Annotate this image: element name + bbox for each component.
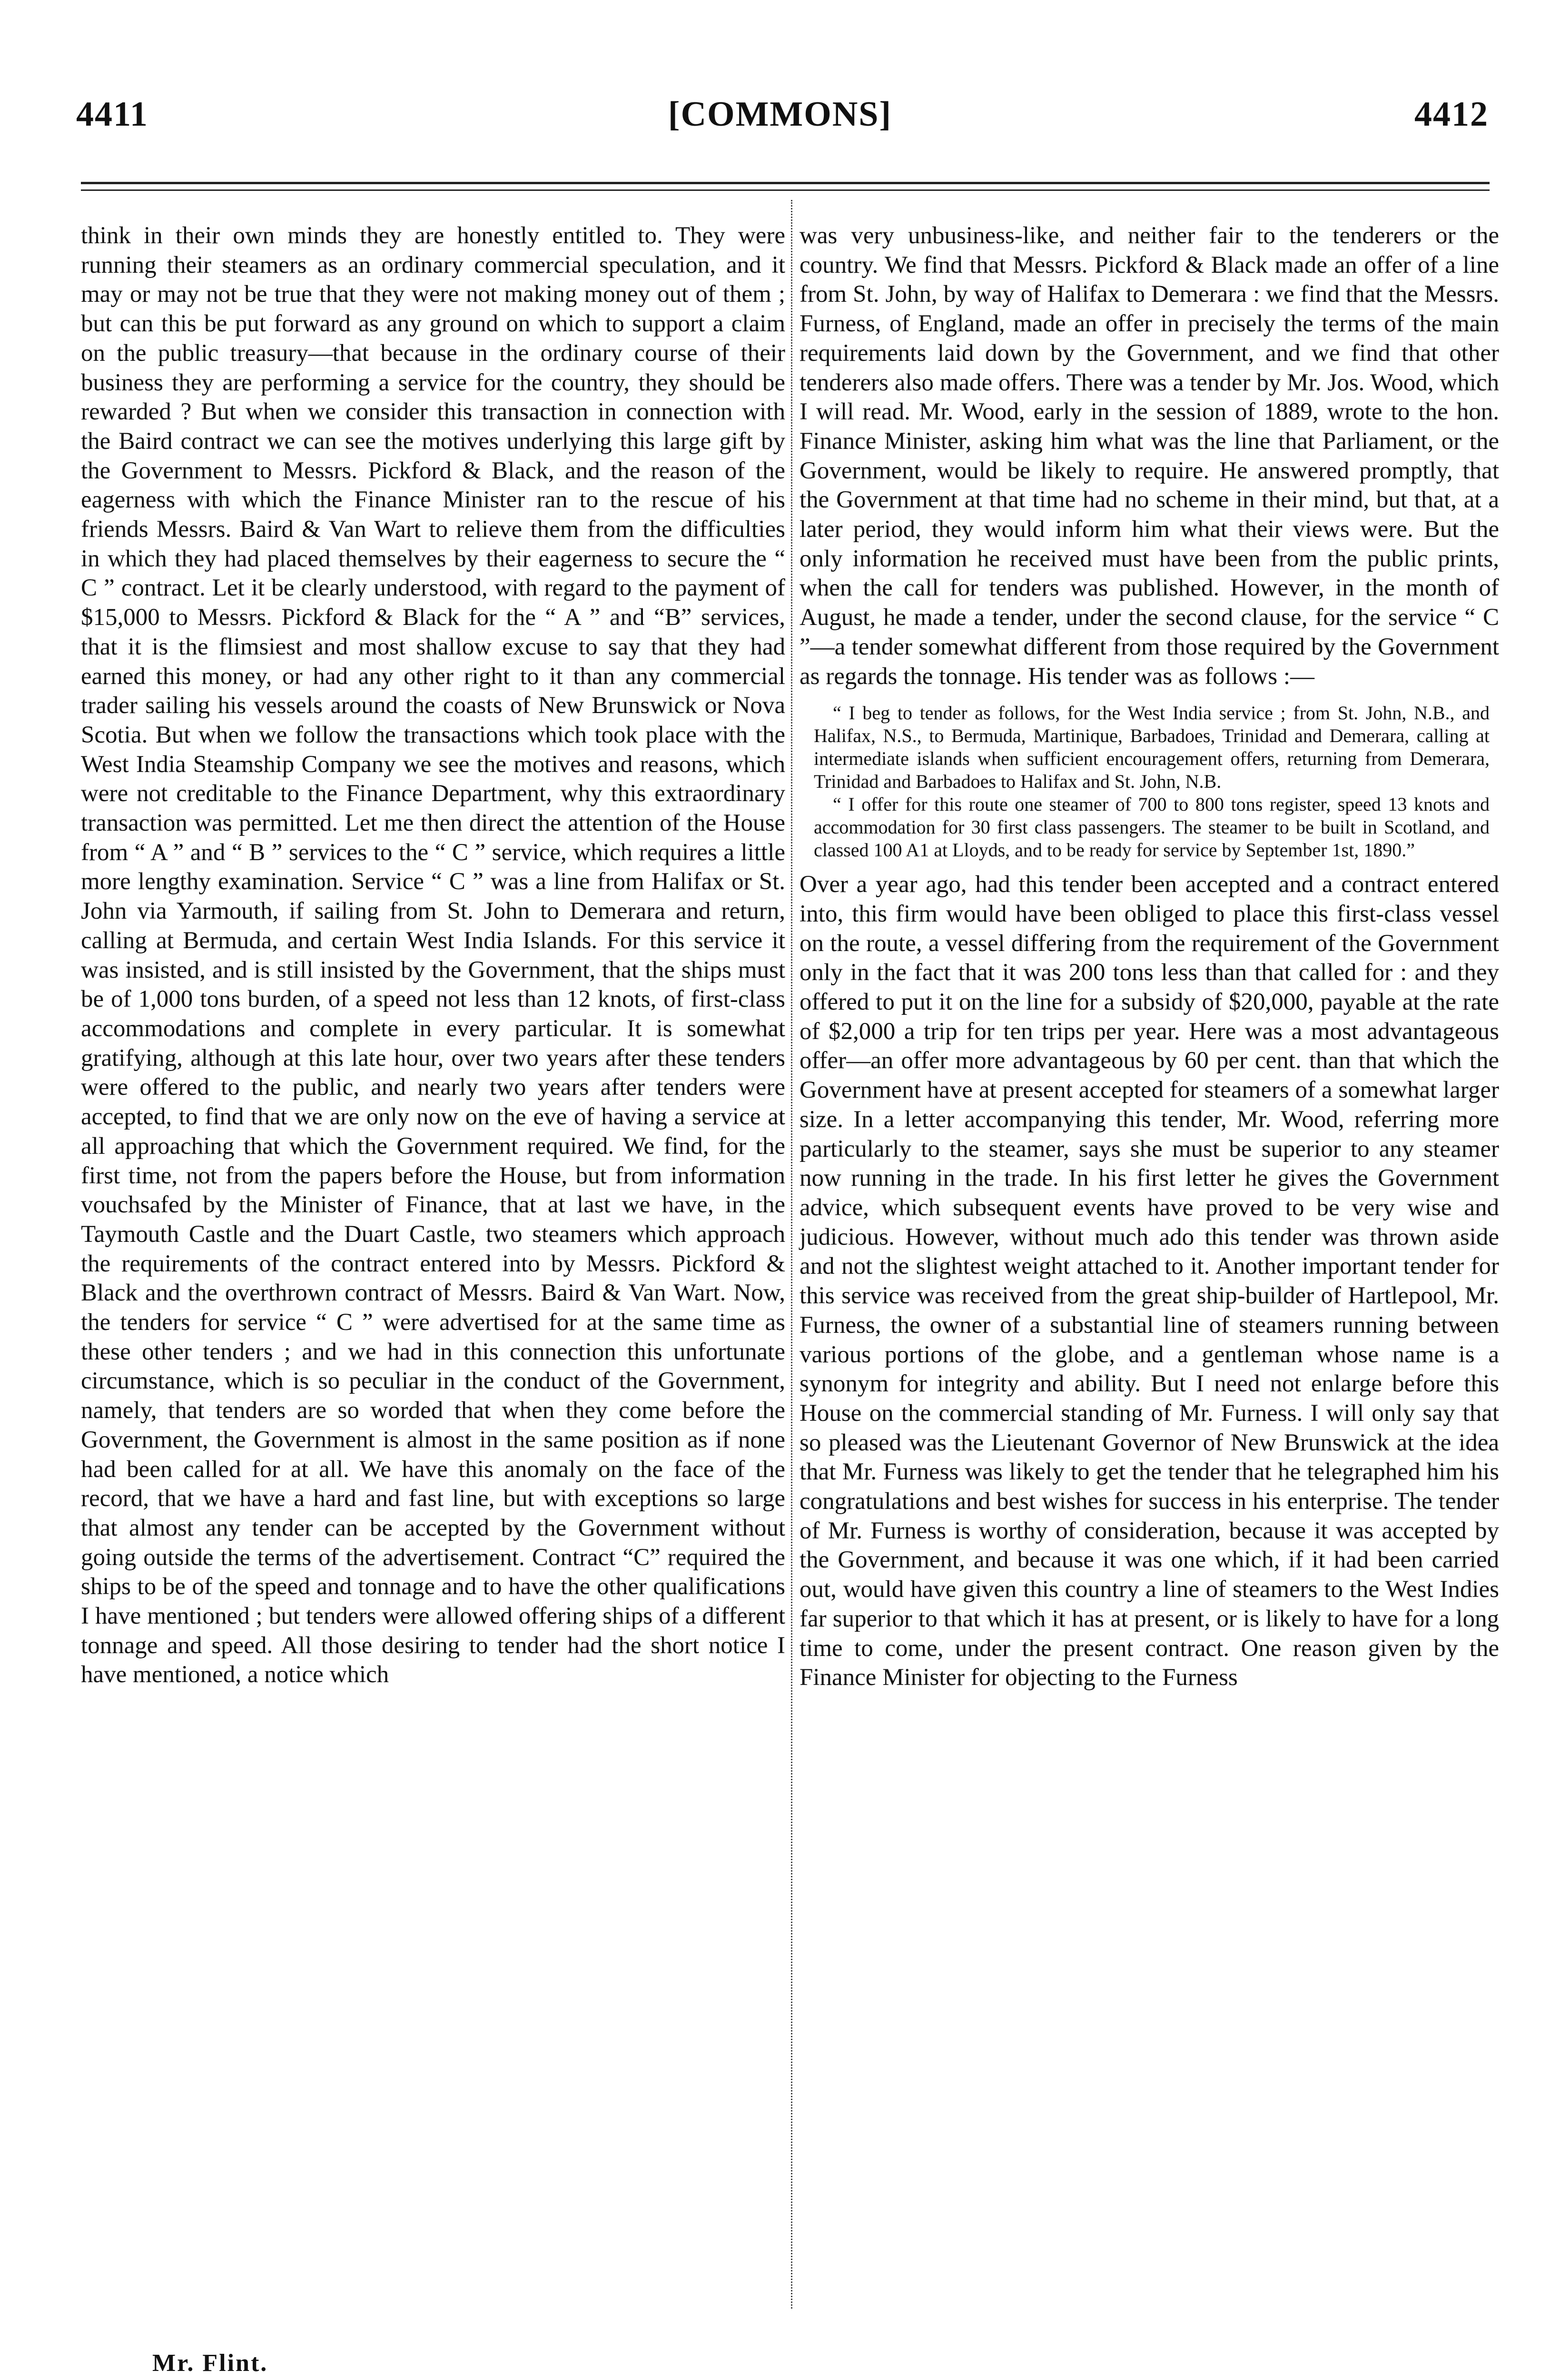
tender-quote [800,702,1499,862]
left-page-number: 4411 [76,95,148,134]
tender-quote-paragraph-1: “ I beg to tender as follows, for the West India service ; from St. John, N.B., and Halifax, N.S., to Bermuda, Martinique, Barbadoes, Trinidad and Demerara, calling at intermediate islands when sufficient encouragement offers, returning from Demerara, Trinidad and Barbadoes to Halifax and St. John, N.B. [814,702,1490,793]
left-column-text: think in their own minds they are honestly entitled to. They were running their steamers as an ordinary commercial speculation, and it may or may not be true that they were not making money out of them ; but can this be put forward as any ground on which to support a claim on the public treasury—that because in the ordinary course of their business they are performing a service for the country, they should be rewarded ? But when we consider this transaction in connection with the Baird contract we can see the motives underlying this large gift by the Government to Messrs. Pickford & Black, and the reason of the eagerness with which the Finance Minister ran to the rescue of his friends Messrs. Baird & Van Wart to relieve them from the difficulties in which they had placed themselves by their eagerness to secure the “ C ” contract. Let it be clearly understood, with regard to the payment of $15,000 to Messrs. Pickford & Black for the “ A ” and “B” services, that it is the flimsiest and most shallow excuse to say that they had earned this money, or had any other right to it than any commercial trader sailing his vessels around the coasts of New Brunswick or Nova Scotia. But when we follow the transactions which took place with the West India Steamship Company we see the motives and reasons, which were not creditable to the Finance Department, why this extraordinary transaction was permitted. Let me then direct the attention of the House from “ A ” and “ B ” services to the “ C ” service, which requires a little more lengthy examination. Service “ C ” was a line from Halifax or St. John via Yarmouth, if sailing from St. John to Demerara and return, calling at Bermuda, and certain West India Islands. For this service it was insisted, and is still insisted by the Government, that the ships must be of 1,000 tons burden, of a speed not less than 12 knots, of first-class accommodations and complete in every particular. It is somewhat gratifying, although at this late hour, over two years after these tenders were offered to the public, and nearly two years after tenders were accepted, to find that we are only now on the eve of having a service at all approaching that which the Government required. We find, for the first time, not from the papers before the House, but from information vouchsafed by the Minister of Finance, that at last we have, in the Taymouth Castle and the Duart Castle, two steamers which approach the requirements of the contract entered into by Messrs. Pickford & Black and the overthrown contract of Messrs. Baird & Van Wart. Now, the tenders for service “ C ” were advertised for at the same time as these other tenders ; and we had in this connection this unfortunate circumstance, which is so peculiar in the conduct of the Government, namely, that tenders are so worded that when they come before the Government, the Government is almost in the same position as if none had been called for at all. We have this anomaly on the face of the record, that we have a hard and fast line, but with exceptions so large that almost any tender can be accepted by the Government without going outside the terms of the advertisement. Contract “C” required the ships to be of the speed and tonnage and to have the other qualifications I have mentioned ; but tenders were allowed offering ships of a different tonnage and speed. All those desiring to tender had the short notice I have mentioned, a notice which [81,222,785,1688]
speaker-footer: Mr. Flint. [152,2350,268,2377]
right-page-number: 4412 [1414,95,1489,134]
left-column [81,221,785,1690]
header-rule-thick [81,182,1490,184]
right-column-text-after-quote: Over a year ago, had this tender been accepted and a contract entered into, this firm would have been obliged to place this first-class vessel on the route, a vessel differing from the requirement of the Government only in the fact that it was 200 tons less than that called for : and they offered to put it on the line for a subsidy of $20,000, payable at the rate of $2,000 a trip for ten trips per year. Here was a most advantageous offer—an offer more advantageous by 60 per cent. than that which the Government have at present accepted for steamers of a somewhat larger size. In a letter accompanying this tender, Mr. Wood, referring more particularly to the steamer, says she must be superior to any steamer now running in the trade. In his first letter he gives the Government advice, which subsequent events have proved to be very wise and judicious. However, without much ado this tender was thrown aside and not the slightest weight attached to it. Another important tender for this service was received from the great ship-builder of Hartlepool, Mr. Furness, the owner of a substantial line of steamers running between various portions of the globe, and a gentleman whose name is a synonym for integrity and ability. But I need not enlarge before this House on the commercial standing of Mr. Furness. I will only say that so pleased was the Lieutenant Governor of New Brunswick at the idea that Mr. Furness was likely to get the tender that he telegraphed him his congratulations and best wishes for success in his enterprise. The tender of Mr. Furness is worthy of consideration, because it was accepted by the Government, and because it was one which, if it had been carried out, would have given this country a line of steamers to the West Indies far superior to that which it has at present, or is likely to have for a long time to come, under the present contract. One reason given by the Finance Minister for objecting to the Furness [800,871,1499,1691]
column-divider [791,200,792,2309]
right-column-text-before-quote: was very unbusiness-like, and neither fair to the tenderers or the country. We find that Messrs. Pickford & Black made an offer of a line from St. John, by way of Halifax to Demerara : we find that the Messrs. Furness, of England, made an offer in precisely the terms of the main requirements laid down by the Government, and we find that other tenderers also made offers. There was a tender by Mr. Jos. Wood, which I will read. Mr. Wood, early in the session of 1889, wrote to the hon. Finance Minister, asking him what was the line that Parliament, or the Government, would be likely to require. He answered promptly, that the Government at that time had no scheme in their mind, but that, at a later period, they would inform him what their views were. But the only information he received must have been from the public prints, when the call for tenders was published. However, in the month of August, he made a tender, under the second clause, for the service “ C ”—a tender somewhat different from those required by the Government as regards the tonnage. His tender was as follows :— [800,222,1499,690]
tender-quote-paragraph-2: “ I offer for this route one steamer of 700 to 800 tons register, speed 13 knots and accommodation for 30 first class passengers. The steamer to be built in Scotland, and classed 100 A1 at Lloyds, and to be ready for service by September 1st, 1890.” [814,793,1490,861]
right-column [800,221,1499,1693]
header-rule-thin [81,189,1490,191]
header-title: [COMMONS] [668,95,892,134]
page-header [0,90,1560,143]
